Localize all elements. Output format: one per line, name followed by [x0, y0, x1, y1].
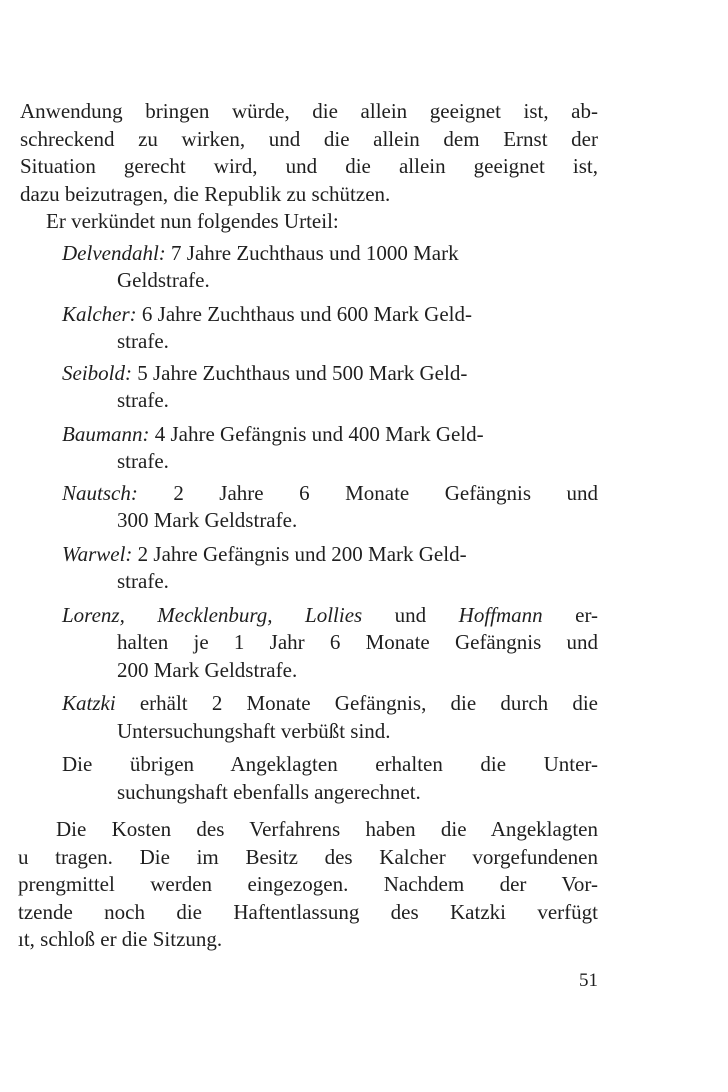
verdict-others [62, 751, 598, 806]
defendant-name: Nautsch: [62, 480, 138, 505]
text-line: Anwendung bringen würde, die allein geeignet ist, ab- [20, 99, 598, 123]
verdict-continuation: strafe. [117, 449, 169, 473]
defendant-name: Seibold: [62, 360, 132, 385]
text-line: u tragen. Die im Besitz des Kalcher vorgefundenen [18, 844, 598, 869]
verdict-line [62, 602, 598, 630]
defendant-name: Lorenz, [62, 602, 125, 627]
verdict-continuation: 300 Mark Geldstrafe. [117, 508, 298, 532]
sentence-text: 2 Jahre Gefängnis und 200 Mark Geld- [132, 541, 467, 566]
page-number: 51 [579, 970, 598, 991]
defendant-name: Delvendahl: [62, 240, 166, 265]
defendant-name: Warwel: [62, 541, 133, 566]
verdict-line [62, 690, 598, 718]
text-line: Die Kosten des Verfahrens haben die Angeklagten [56, 817, 598, 841]
verdict-delvendahl [62, 240, 598, 295]
verdict-continuation: Geldstrafe. [117, 268, 210, 292]
defendant-name: Hoffmann [458, 602, 543, 627]
sentence-text: 2 Jahre 6 Monate Gefängnis und [137, 480, 598, 505]
body-text [20, 98, 598, 954]
sentence-text: 5 Jahre Zuchthaus und 500 Mark Geld- [131, 360, 468, 385]
verdict-list [20, 240, 598, 807]
sentence-text: 6 Jahre Zuchthaus und 600 Mark Geld- [136, 301, 472, 326]
verdict-line [62, 541, 598, 569]
verdict-baumann [62, 421, 598, 476]
text-line: Situation gerecht wird, und die allein geeignet ist, [20, 154, 598, 178]
verdict-line [62, 360, 598, 388]
verdict-kalcher [62, 301, 598, 356]
sentence-text: 7 Jahre Zuchthaus und 1000 Mark [165, 240, 459, 265]
verdict-line [62, 301, 598, 329]
sentence-text: er- [542, 602, 599, 627]
verdict-continuation: strafe. [117, 388, 169, 412]
conjunction: und [362, 602, 459, 627]
paragraph-1 [20, 98, 598, 208]
verdict-intro: Er verkündet nun folgendes Urteil: [46, 209, 339, 233]
verdict-nautsch [62, 480, 598, 535]
verdict-line [62, 480, 598, 508]
verdict-seibold [62, 360, 598, 415]
verdict-warwel [62, 541, 598, 596]
defendant-name: Katzki [62, 691, 116, 715]
defendant-name: Baumann: [62, 421, 150, 446]
verdict-continuation: strafe. [117, 329, 169, 353]
text-line: dazu beizutragen, die Republik zu schützen. [20, 181, 391, 206]
verdict-katzki [62, 690, 598, 745]
defendant-name: Mecklenburg, [157, 602, 273, 627]
verdict-continuation: suchungshaft ebenfalls angerechnet. [117, 779, 421, 804]
sentence-text: erhält 2 Monate Gefängnis, die durch die [115, 691, 598, 715]
text-line: prengmittel werden eingezogen. Nachdem der Vor- [18, 872, 598, 896]
verdict-continuation: strafe. [117, 569, 169, 593]
verdict-line [62, 240, 598, 268]
defendant-name: Kalcher: [62, 301, 137, 326]
verdict-continuation: 200 Mark Geldstrafe. [117, 657, 298, 682]
paragraph-costs [20, 816, 598, 954]
verdict-line: Die übrigen Angeklagten erhalten die Unter- [62, 752, 598, 776]
verdict-group [62, 602, 598, 685]
verdict-continuation: halten je 1 Jahr 6 Monate Gefängnis und [117, 630, 598, 654]
verdict-line [62, 421, 598, 449]
text-line: schreckend zu wirken, und die allein dem Ernst der [20, 126, 598, 151]
verdict-continuation: Untersuchungshaft verbüßt sind. [117, 718, 391, 743]
text-line: tzende noch die Haftentlassung des Katzki verfügt [18, 899, 598, 924]
sentence-text: 4 Jahre Gefängnis und 400 Mark Geld- [149, 421, 484, 446]
defendant-name: Lollies [305, 602, 363, 627]
text-line: ıt, schloß er die Sitzung. [18, 927, 223, 951]
